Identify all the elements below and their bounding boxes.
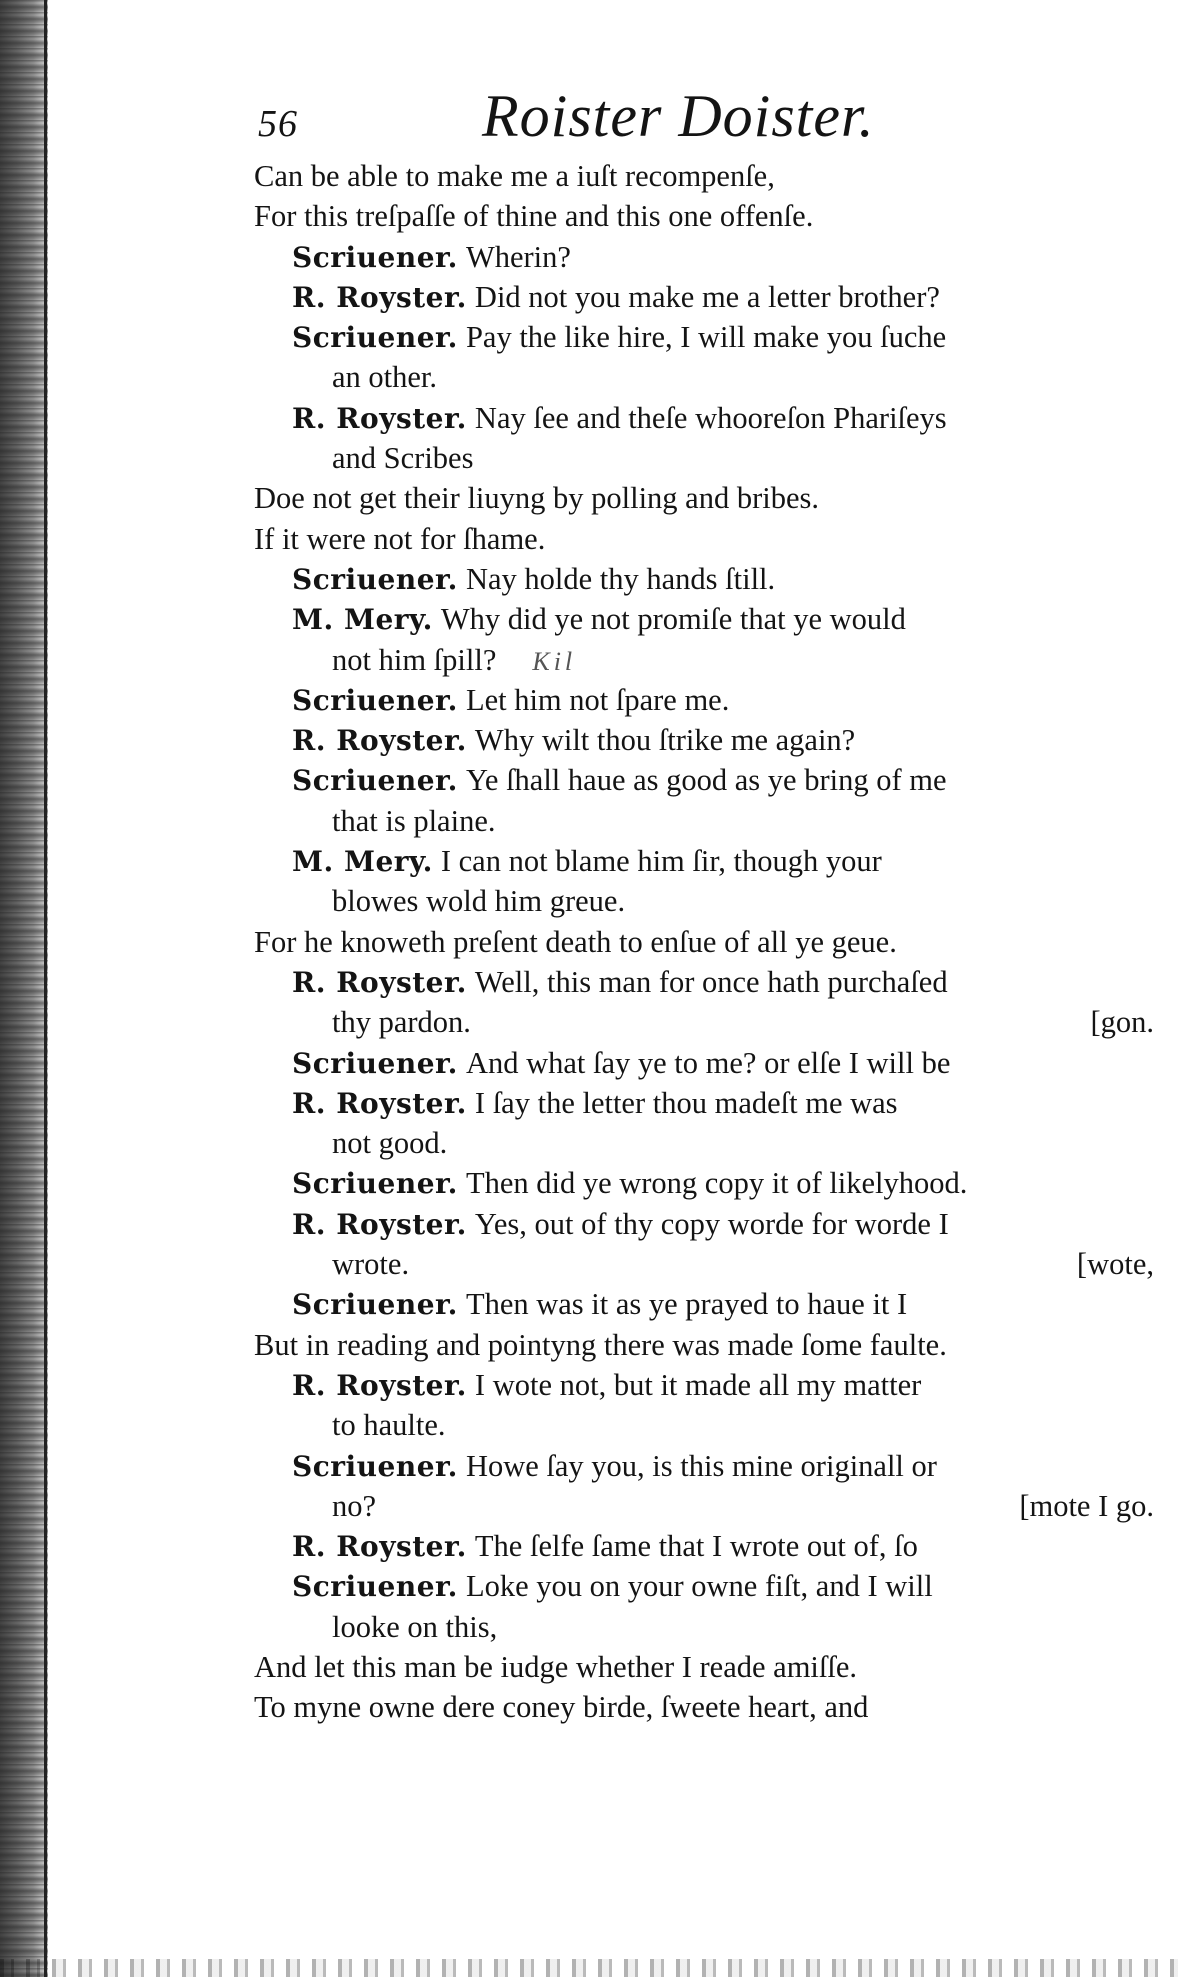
line-text: And what ſay ye to me? or elſe I will be [465, 1045, 951, 1080]
page-binding-edge [0, 0, 48, 1977]
speech-line [254, 398, 1154, 438]
speech-line [254, 720, 1154, 760]
speech-line [254, 599, 1154, 639]
handwritten-annotation: Kil [532, 646, 577, 676]
speaker-name: Scriuener. [292, 1288, 458, 1322]
speech-line [254, 1526, 1154, 1566]
line-text: Did not you make me a letter brother? [474, 279, 940, 314]
speech-line [254, 760, 1154, 800]
speaker-name: Scriuener. [292, 683, 458, 717]
line-text: no? [332, 1488, 377, 1523]
page-bottom-edge [0, 1959, 1178, 1977]
line-text: I wote not, but it made all my matter [474, 1367, 922, 1402]
verse-line [254, 156, 1154, 196]
speech-line [254, 1446, 1154, 1486]
speaker-name: R. Royster. [292, 280, 467, 314]
page-number: 56 [258, 103, 298, 145]
verse-line [254, 1647, 1154, 1687]
speaker-name: Scriuener. [292, 1167, 458, 1201]
line-text: I ſay the letter thou madeſt me was [474, 1085, 898, 1120]
speaker-name: Scriuener. [292, 321, 458, 355]
continuation-line [254, 1405, 1154, 1445]
line-text: Then was it as ye prayed to haue it I [465, 1287, 908, 1322]
play-text [254, 156, 1154, 1728]
speaker-name: R. Royster. [292, 1207, 467, 1241]
continuation-line [254, 1486, 1154, 1526]
speaker-name: Scriuener. [292, 562, 458, 596]
speaker-name: M. Mery. [292, 845, 433, 879]
continuation-line [254, 1002, 1154, 1042]
line-text: wrote. [332, 1247, 410, 1282]
speaker-name: R. Royster. [292, 401, 467, 435]
line-text: Yes, out of thy copy worde for worde I [474, 1206, 949, 1241]
line-text: blowes wold him greue. [332, 884, 626, 919]
line-text: Then did ye wrong copy it of likelyhood. [465, 1166, 968, 1201]
speech-line [254, 1284, 1154, 1324]
continuation-line [254, 801, 1154, 841]
speech-line [254, 1163, 1154, 1203]
line-text: and Scribes [332, 441, 474, 476]
speech-line [254, 1204, 1154, 1244]
line-text: looke on this, [332, 1609, 498, 1644]
verse-line [254, 478, 1154, 518]
line-text: Well, this man for once hath purchaſed [474, 964, 948, 999]
line-text: If it were not for ſhame. [254, 521, 546, 556]
speaker-name: R. Royster. [292, 1086, 467, 1120]
verse-line [254, 519, 1154, 559]
speaker-name: Scriuener. [292, 1046, 458, 1080]
line-text: But in reading and pointyng there was made ſome faulte. [254, 1327, 947, 1362]
page-gutter-line [44, 0, 47, 1977]
speech-line [254, 559, 1154, 599]
speaker-name: Scriuener. [292, 1449, 458, 1483]
line-text: Doe not get their liuyng by polling and bribes. [254, 481, 820, 516]
verse-line [254, 1325, 1154, 1365]
line-text: Nay ſee and theſe whooreſon Phariſeys [474, 400, 947, 435]
speaker-name: R. Royster. [292, 1530, 467, 1564]
line-text: For this treſpaſſe of thine and this one offenſe. [254, 199, 814, 234]
line-text: The ſelfe ſame that I wrote out of, ſo [474, 1529, 918, 1564]
speaker-name: R. Royster. [292, 724, 467, 758]
bracketed-overflow-word: [gon. [1090, 1005, 1154, 1040]
speaker-name: R. Royster. [292, 965, 467, 999]
line-text: Pay the like hire, I will make you ſuche [465, 320, 947, 355]
speaker-name: Scriuener. [292, 1570, 458, 1604]
continuation-line [254, 1123, 1154, 1163]
continuation-line [254, 438, 1154, 478]
line-text: Can be able to make me a iuſt recompenſe, [254, 159, 775, 193]
speech-line [254, 1566, 1154, 1606]
speech-line [254, 237, 1154, 277]
running-title: Roister Doister. [482, 83, 875, 149]
line-text: Howe ſay you, is this mine originall or [465, 1448, 937, 1483]
speech-line [254, 1365, 1154, 1405]
line-text: Loke you on your owne fiſt, and I will [465, 1569, 933, 1604]
line-text: not good. [332, 1126, 448, 1161]
line-text: Why wilt thou ſtrike me again? [474, 723, 856, 758]
speech-line [254, 277, 1154, 317]
line-text: Nay holde thy hands ſtill. [465, 561, 776, 596]
line-text: thy pardon. [332, 1005, 471, 1040]
continuation-line [254, 640, 1154, 680]
continuation-line [254, 1607, 1154, 1647]
speech-line [254, 1083, 1154, 1123]
line-text: Ye ſhall haue as good as ye bring of me [465, 763, 947, 798]
bracketed-overflow-word: [wote, [1076, 1247, 1154, 1282]
line-text: to haulte. [332, 1408, 446, 1443]
speaker-name: R. Royster. [292, 1368, 467, 1402]
verse-line [254, 1687, 1154, 1727]
line-text: For he knoweth preſent death to enſue of all ye geue. [254, 924, 897, 959]
speaker-name: Scriuener. [292, 240, 458, 274]
continuation-line [254, 357, 1154, 397]
speaker-name: M. Mery. [292, 603, 433, 637]
line-text: To myne owne dere coney birde, ſweete heart, and [254, 1690, 869, 1725]
line-text: not him ſpill? [332, 642, 497, 677]
line-text: I can not blame him ſir, though your [440, 844, 882, 879]
speech-line [254, 680, 1154, 720]
continuation-line [254, 1244, 1154, 1284]
speech-line [254, 1043, 1154, 1083]
line-text: that is plaine. [332, 803, 496, 838]
verse-line [254, 196, 1154, 236]
line-text: an other. [332, 360, 438, 395]
speech-line [254, 841, 1154, 881]
speaker-name: Scriuener. [292, 764, 458, 798]
line-text: Why did ye not promiſe that ye would [440, 602, 906, 637]
verse-line [254, 922, 1154, 962]
line-text: And let this man be iudge whether I reade amiſſe. [254, 1649, 858, 1684]
speech-line [254, 962, 1154, 1002]
speech-line [254, 317, 1154, 357]
line-text: Wherin? [465, 239, 571, 274]
bracketed-overflow-word: [mote I go. [1019, 1488, 1154, 1523]
line-text: Let him not ſpare me. [465, 682, 730, 717]
continuation-line [254, 881, 1154, 921]
